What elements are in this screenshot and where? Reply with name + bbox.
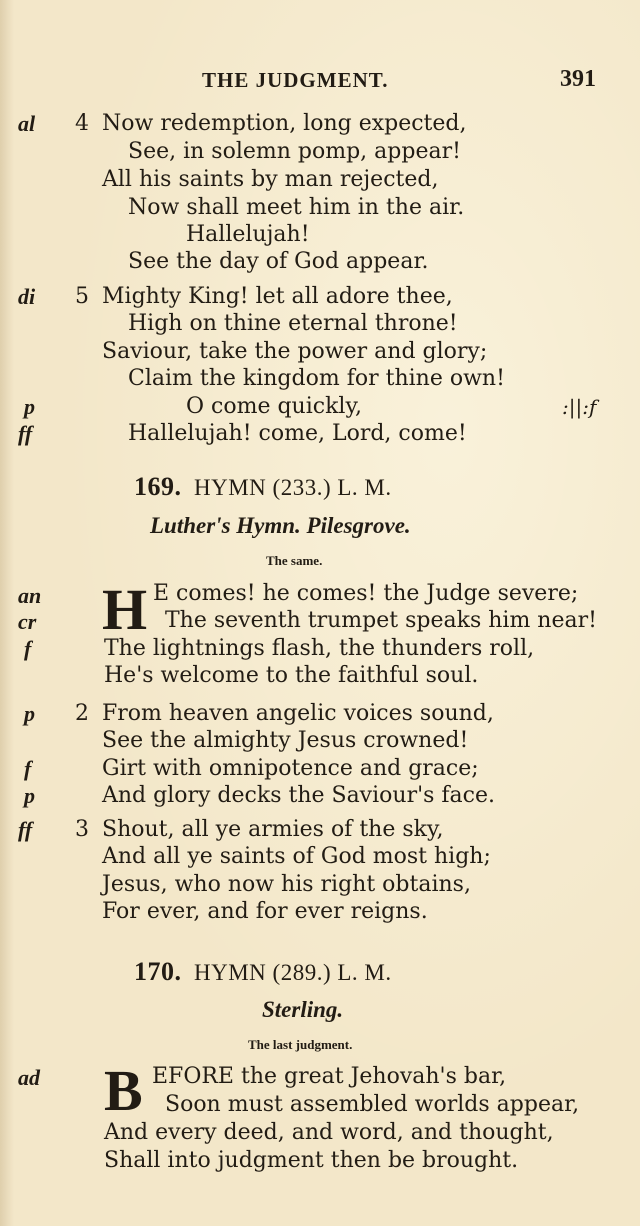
- dynamic-marking: an: [18, 583, 42, 608]
- dynamic-marking: ff: [18, 817, 33, 842]
- verse-line: And every deed, and word, and thought,: [104, 1120, 554, 1145]
- verse-line: High on thine eternal throne!: [128, 311, 458, 336]
- verse-line: EFORE the great Jehovah's bar,: [152, 1064, 507, 1089]
- dynamic-marking: al: [18, 111, 36, 136]
- dynamic-marking: p: [24, 701, 35, 726]
- dynamic-marking: p: [24, 783, 35, 808]
- verse-line: Jesus, who now his right obtains,: [102, 872, 471, 897]
- dynamic-marking: f: [24, 636, 32, 661]
- verse-line: Claim the kingdom for thine own!: [128, 366, 505, 391]
- verse-line: And glory decks the Saviour's face.: [102, 783, 496, 808]
- page-number: 391: [560, 66, 596, 92]
- hymn-subject: The last judgment.: [248, 1037, 353, 1052]
- verse-line: Hallelujah!: [186, 222, 310, 247]
- verse-line: And all ye saints of God most high;: [102, 844, 491, 869]
- verse-line: Hallelujah! come, Lord, come!: [128, 421, 467, 446]
- verse-line: O come quickly,: [186, 394, 362, 419]
- hymn-number: 169.: [134, 472, 182, 501]
- verse-line: Now shall meet him in the air.: [128, 195, 465, 220]
- running-title: THE JUDGMENT.: [202, 68, 389, 92]
- verse-line: See, in solemn pomp, appear!: [128, 139, 461, 164]
- verse-line: E comes! he comes! the Judge severe;: [153, 581, 579, 606]
- drop-cap: B: [104, 1058, 143, 1123]
- stanza-number: 2: [75, 701, 89, 726]
- dynamic-marking: ad: [18, 1065, 40, 1090]
- hymn-heading: [134, 472, 392, 502]
- verse-line: Shall into judgment then be brought.: [104, 1148, 519, 1173]
- verse-line: See the day of God appear.: [128, 249, 429, 274]
- verse-line: Mighty King! let all adore thee,: [102, 284, 453, 309]
- stanza-number: 4: [75, 111, 89, 136]
- verse-line: He's welcome to the faithful soul.: [104, 663, 479, 688]
- tune-name: Luther's Hymn. Pilesgrove.: [150, 513, 411, 538]
- verse-line: Now redemption, long expected,: [102, 111, 467, 136]
- dynamic-marking: cr: [18, 609, 37, 634]
- verse-line: From heaven angelic voices sound,: [102, 701, 494, 726]
- dynamic-marking: f: [24, 756, 32, 781]
- verse-line: Shout, all ye armies of the sky,: [102, 817, 444, 842]
- verse-line: See the almighty Jesus crowned!: [102, 728, 469, 753]
- verse-line: Saviour, take the power and glory;: [102, 339, 488, 364]
- verse-line: The lightnings flash, the thunders roll,: [104, 636, 535, 661]
- hymn-number: 170.: [134, 957, 182, 986]
- tune-name: Sterling.: [262, 997, 344, 1022]
- drop-cap: H: [102, 577, 148, 642]
- stanza-number: 3: [75, 817, 89, 842]
- stanza-number: 5: [75, 284, 89, 309]
- verse-line: The seventh trumpet speaks him near!: [165, 608, 597, 633]
- dynamic-marking: p: [24, 394, 35, 419]
- dynamic-marking: di: [18, 284, 36, 309]
- verse-line: Girt with omnipotence and grace;: [102, 756, 479, 781]
- repeat-mark: :||:f: [562, 395, 597, 419]
- dynamic-marking: ff: [18, 421, 33, 446]
- hymn-title: HYMN (233.) L. M.: [194, 475, 392, 500]
- verse-line: For ever, and for ever reigns.: [102, 899, 428, 924]
- verse-line: Soon must assembled worlds appear,: [165, 1092, 580, 1117]
- verse-line: All his saints by man rejected,: [102, 167, 439, 192]
- hymn-subject: The same.: [266, 553, 323, 568]
- hymn-heading: [134, 957, 392, 987]
- hymn-title: HYMN (289.) L. M.: [194, 960, 392, 985]
